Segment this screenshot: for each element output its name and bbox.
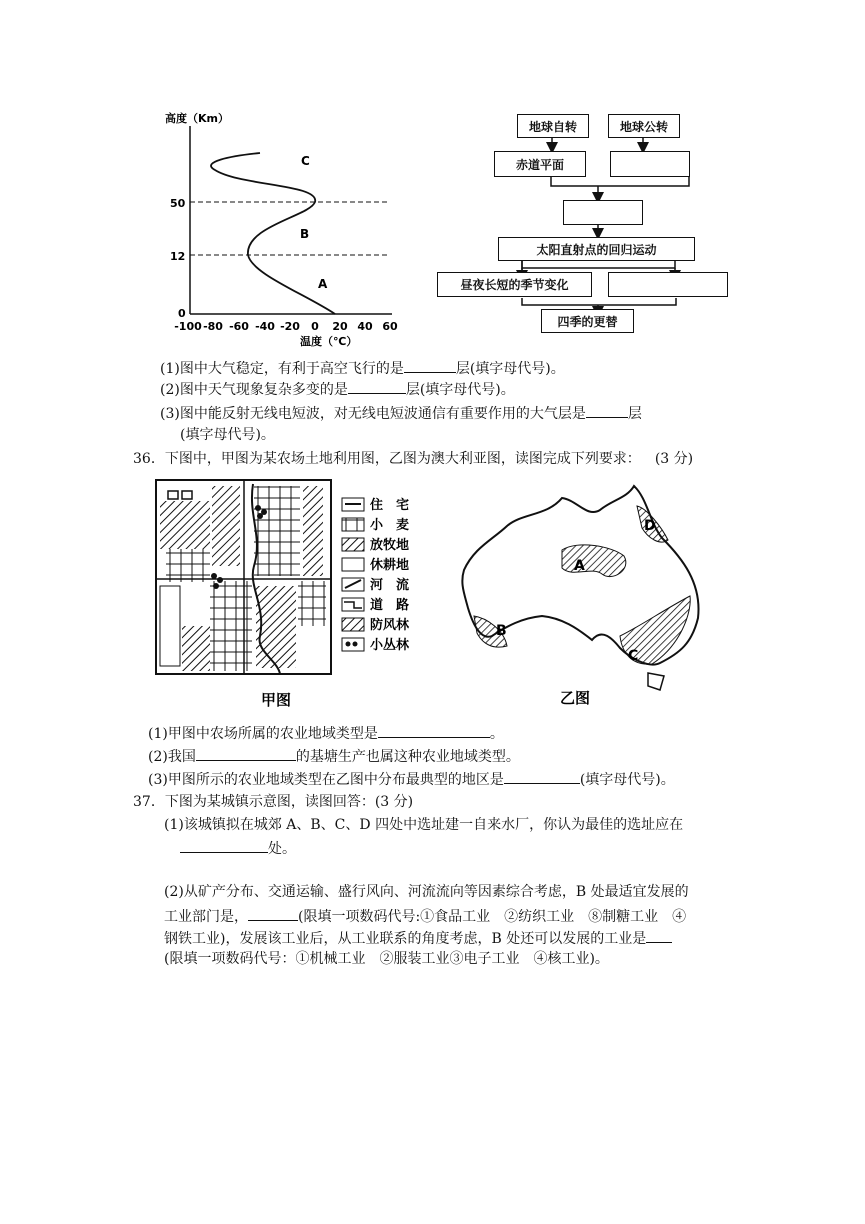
x-tick: -80 [203, 320, 223, 333]
q37-heading: 37．下图为某城镇示意图，读图回答：(3 分) [133, 794, 414, 810]
x-tick: 0 [311, 320, 319, 333]
layer-label-a: A [318, 277, 328, 291]
answer-blank[interactable] [586, 402, 628, 418]
flow-equator-plane: 赤道平面 [494, 151, 586, 177]
map-label-a: A [574, 558, 585, 574]
q35-item-2: (2)图中天气现象复杂多变的是 层(填字母代号)。 [160, 378, 515, 400]
q36-item-1: (1)甲图中农场所属的农业地域类型是 。 [148, 722, 504, 744]
q35-item-1: (1)图中大气稳定，有利于高空飞行的是 层(填字母代号)。 [160, 357, 565, 379]
q36-item-2: (2)我国 的基塘生产也属这种农业地域类型。 [148, 745, 520, 767]
flow-blank-2[interactable] [563, 200, 643, 225]
temperature-curve [211, 153, 335, 314]
answer-blank[interactable] [196, 745, 296, 761]
legend-pasture: 放牧地 [370, 538, 410, 553]
map-label-d: D [644, 518, 656, 534]
flow-blank-3[interactable] [608, 272, 728, 297]
atmosphere-chart [160, 104, 410, 349]
x-axis-title: 温度（℃） [300, 335, 358, 348]
x-tick: 60 [382, 320, 398, 333]
legend-residence: 住 宅 [370, 498, 410, 513]
flow-earth-revolution: 地球公转 [608, 114, 680, 138]
x-tick: 40 [357, 320, 373, 333]
layer-label-c: C [301, 154, 310, 168]
farm-land-use-map [148, 476, 448, 712]
australia-map [452, 478, 734, 712]
q35-item-3: (3)图中能反射无线电短波，对无线电短波通信有重要作用的大气层是 层 [160, 402, 642, 424]
x-tick: 20 [332, 320, 348, 333]
y-tick-50: 50 [170, 197, 186, 210]
legend-road: 道 路 [370, 598, 410, 613]
layer-label-b: B [300, 227, 310, 241]
x-tick: -60 [229, 320, 249, 333]
flow-earth-rotation: 地球自转 [517, 114, 589, 138]
answer-blank[interactable] [348, 378, 406, 394]
map-label-c: C [628, 648, 639, 664]
x-ticks [174, 320, 398, 333]
legend-windbreak: 防风林 [370, 618, 410, 633]
q36-item-3: (3)甲图所示的农业地域类型在乙图中分布最典型的地区是 (填字母代号)。 [148, 768, 675, 790]
q37-item-1-cont: 处。 [180, 837, 296, 859]
answer-blank[interactable] [646, 927, 672, 943]
q37-item-2-cont-2: 钢铁工业)，发展该工业后，从工业联系的角度考虑，B 处还可以发展的工业是 [164, 927, 672, 949]
map-legend [342, 498, 364, 651]
y-ticks [170, 197, 186, 320]
q36-heading: 36．下图中，甲图为某农场土地利用图，乙图为澳大利亚图，读图完成下列要求： (3 分) [133, 451, 694, 467]
answer-blank[interactable] [180, 837, 268, 853]
map2-caption: 乙图 [560, 689, 591, 707]
legend-fallow: 休耕地 [370, 558, 410, 573]
answer-blank[interactable] [504, 768, 580, 784]
q35-item-3-cont: (填字母代号)。 [180, 427, 275, 443]
flow-seasons: 四季的更替 [541, 309, 634, 333]
x-tick: -40 [255, 320, 275, 333]
answer-blank[interactable] [378, 722, 490, 738]
answer-blank[interactable] [248, 905, 298, 921]
q37-item-2-cont-1: 工业部门是， (限填一项数码代号:①食品工业 ②纺织工业 ⑧制糖工业 ④ [164, 905, 686, 927]
y-tick-12: 12 [170, 250, 186, 263]
y-axis-title: 高度（Km） [165, 112, 229, 125]
q37-item-2-cont-3: (限填一项数码代号：①机械工业 ②服装工业③电子工业 ④核工业)。 [164, 951, 609, 967]
answer-blank[interactable] [404, 357, 456, 373]
legend-wheat: 小 麦 [370, 518, 410, 533]
x-tick: -20 [280, 320, 300, 333]
legend-shrub: 小丛林 [370, 638, 410, 653]
x-tick: -100 [174, 320, 202, 333]
q37-item-1: (1)该城镇拟在城郊 A、B、C、D 四处中选址建一自来水厂，你认为最佳的选址应在 [164, 817, 684, 833]
map-label-b: B [496, 623, 507, 639]
flow-blank-1[interactable] [610, 151, 690, 177]
flow-solar-motion: 太阳直射点的回归运动 [498, 237, 695, 261]
map1-caption: 甲图 [261, 691, 292, 709]
q37-item-2: (2)从矿产分布、交通运输、盛行风向、河流流向等因素综合考虑，B 处最适宜发展的 [164, 884, 689, 900]
y-tick-0: 0 [178, 307, 186, 320]
flow-day-night: 昼夜长短的季节变化 [437, 272, 592, 297]
legend-river: 河 流 [370, 578, 410, 593]
